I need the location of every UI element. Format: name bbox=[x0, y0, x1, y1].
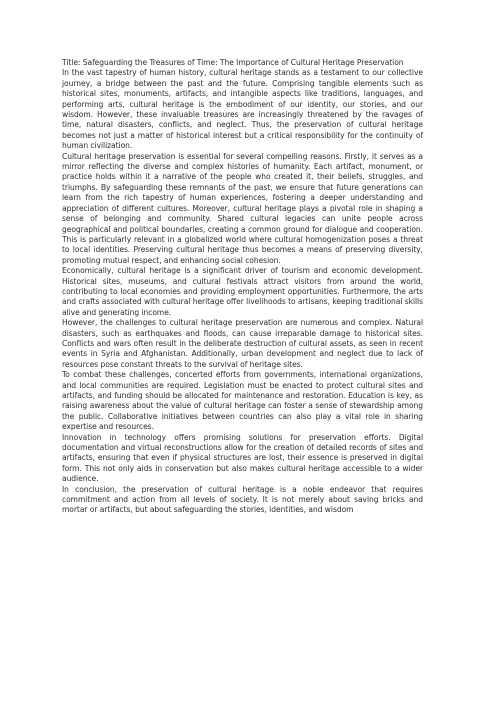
document-page bbox=[62, 58, 423, 516]
paragraph-technology: Innovation in technology offers promising solutions for preservation efforts. Digital documentation and virtual reconstructions allow for the creation of detailed records of sites and artifacts, ensuring that even if physical structures are lost, their essence is preserved in digital form. This not only aids in conservation but also makes cultural heritage accessible to a wider audience. bbox=[62, 432, 423, 484]
paragraph-efforts: To combat these challenges, concerted efforts from governments, international organizations, and local communities are required. Legislation must be enacted to protect cultural sites and artifacts, and funding should be allocated for maintenance and restoration. Education is key, as raising awareness about the value of cultural heritage can foster a sense of stewardship among the public. Collaborative initiatives between countries can also play a vital role in sharing expertise and resources. bbox=[62, 370, 423, 432]
paragraph-intro: In the vast tapestry of human history, cultural heritage stands as a testament to our collective journey, a bridge between the past and the future. Comprising tangible elements such as historical sites, monuments, artifacts, and intangible aspects like traditions, languages, and performing arts, cultural heritage is the embodiment of our identity, our stories, and our wisdom. However, these invaluable treasures are increasingly threatened by the ravages of time, natural disasters, conflicts, and neglect. Thus, the preservation of cultural heritage becomes not just a matter of historical interest but a critical responsibility for the continuity of human civilization. bbox=[62, 68, 423, 151]
document-title: Title: Safeguarding the Treasures of Time: The Importance of Cultural Heritage Preservation bbox=[62, 58, 404, 67]
paragraph-reasons: Cultural heritage preservation is essential for several compelling reasons. Firstly, it serves as a mirror reflecting the diverse and complex histories of humanity. Each artifact, monument, or practice holds within it a narrative of the people who created it, their beliefs, struggles, and triumphs. By safeguarding these remnants of the past, we ensure that future generations can learn from the rich tapestry of human experiences, fostering a deeper understanding and appreciation of different cultures. Moreover, cultural heritage plays a pivotal role in shaping a sense of belonging and community. Shared cultural legacies can unite people across geographical and political boundaries, creating a common ground for dialogue and cooperation. This is particularly relevant in a globalized world where cultural homogenization poses a threat to local identities. Preserving cultural heritage thus becomes a means of preserving diversity, promoting mutual respect, and enhancing social cohesion. bbox=[62, 151, 423, 265]
paragraph-economics: Economically, cultural heritage is a significant driver of tourism and economic development. Historical sites, museums, and cultural festivals attract visitors from around the world, contributing to local economies and providing employment opportunities. Furthermore, the arts and crafts associated with cultural heritage offer livelihoods to artisans, keeping traditional skills alive and generating income. bbox=[62, 266, 423, 317]
paragraph-challenges: However, the challenges to cultural heritage preservation are numerous and complex. Natural disasters, such as earthquakes and floods, can cause irreparable damage to historical sites. Conflicts and wars often result in the deliberate destruction of cultural assets, as seen in recent events in Syria and Afghanistan. Additionally, urban development and neglect due to lack of resources pose constant threats to the survival of heritage sites. bbox=[62, 318, 423, 369]
paragraph-conclusion: In conclusion, the preservation of cultural heritage is a noble endeavor that requires commitment and action from all levels of society. It is not merely about saving bricks and mortar or artifacts, but about safeguarding the stories, identities, and wisdom bbox=[62, 484, 423, 515]
